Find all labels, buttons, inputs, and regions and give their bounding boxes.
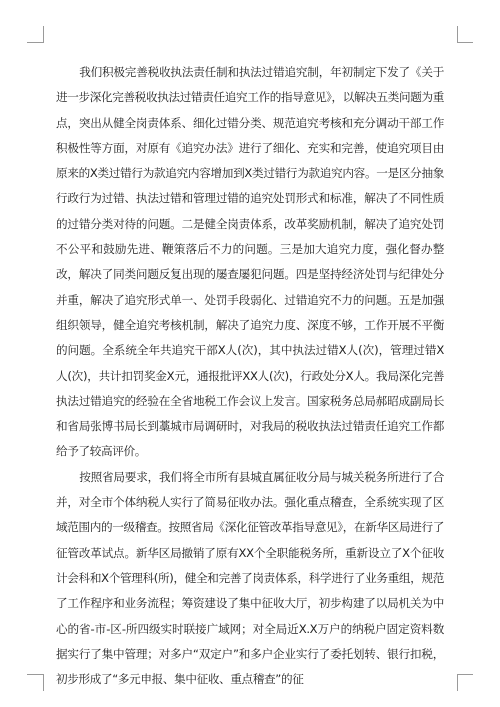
crop-mark-top-right-vertical <box>457 26 458 43</box>
body-paragraph: 我们积极完善税收执法责任制和执法过错追究制，年初制定下发了《关于进一步深化完善税收执法过错责任追究工作的指导意见》，以解决五类问题为重点，突出从健全岗责体系、细化过错分类、规范追究考核和充分调动干部工作积极性等方面，对原有《追究办法》进行了细化、充实和完善，使追究项目由原来的X类过错行为款追究内容增加到X类过错行为款追究内容。一是区分抽象行政行为过错、执法过错和管理过错的追究处罚形式和标准，解决了不同性质的过错分类对待的问题。二是健全岗责体系，改革奖励机制，解决了追究处罚不公平和鼓励先进、鞭策落后不力的问题。三是加大追究力度，强化督办整改，解决了同类问题反复出现的屡查屡犯问题。四是坚持经济处罚与纪律处分并重，解决了追究形式单一、处罚手段弱化、过错追究不力的问题。五是加强组织领导，健全追究考核机制，解决了追究力度、深度不够，工作开展不平衡的问题。全系统全年共追究干部X人(次)，其中执法过错X人(次)，管理过错X人(次)，共计扣罚奖金X元，通报批评XX人(次)，行政处分X人。我局深化完善执法过错追究的经验在全省地税工作会议上发言。国家税务总局郝昭成副局长和省局张博书局长到藁城市局调研时，对我局的税收执法过错责任追究工作都给予了较高评价。 <box>56 65 444 459</box>
crop-mark-bottom-left-horizontal <box>27 674 43 675</box>
crop-mark-bottom-left-vertical <box>43 674 44 691</box>
document-body <box>56 60 444 687</box>
crop-mark-bottom-right-vertical <box>457 674 458 691</box>
body-paragraph: 按照省局要求，我们将全市所有县城直属征收分局与城关税务所进行了合并，对全市个体纳税人实行了简易征收办法。强化重点稽查，全系统实现了区域范围内的一级稽查。按照省局《深化征管改革指导意见》，在新华区局进行了征管改革试点。新华区局撤销了原有XX个全职能税务所，重新设立了X个征收计会科和X个管理科(所)，健全和完善了岗责体系，科学进行了业务重组，规范了工作程序和业务流程；筹资建设了集中征收大厅，初步构建了以局机关为中心的省-市-区-所四级实时联接广域网；对全局近X.X万户的纳税户固定资料数据实行了集中管理；对多户“双定户”和多户企业实行了委托划转、银行扣税，初步形成了“多元申报、集中征收、重点稽查”的征 <box>56 469 444 687</box>
crop-mark-top-left-vertical <box>43 26 44 43</box>
crop-mark-bottom-right-horizontal <box>457 674 473 675</box>
crop-mark-top-left-horizontal <box>27 42 43 43</box>
crop-mark-top-right-horizontal <box>457 42 473 43</box>
